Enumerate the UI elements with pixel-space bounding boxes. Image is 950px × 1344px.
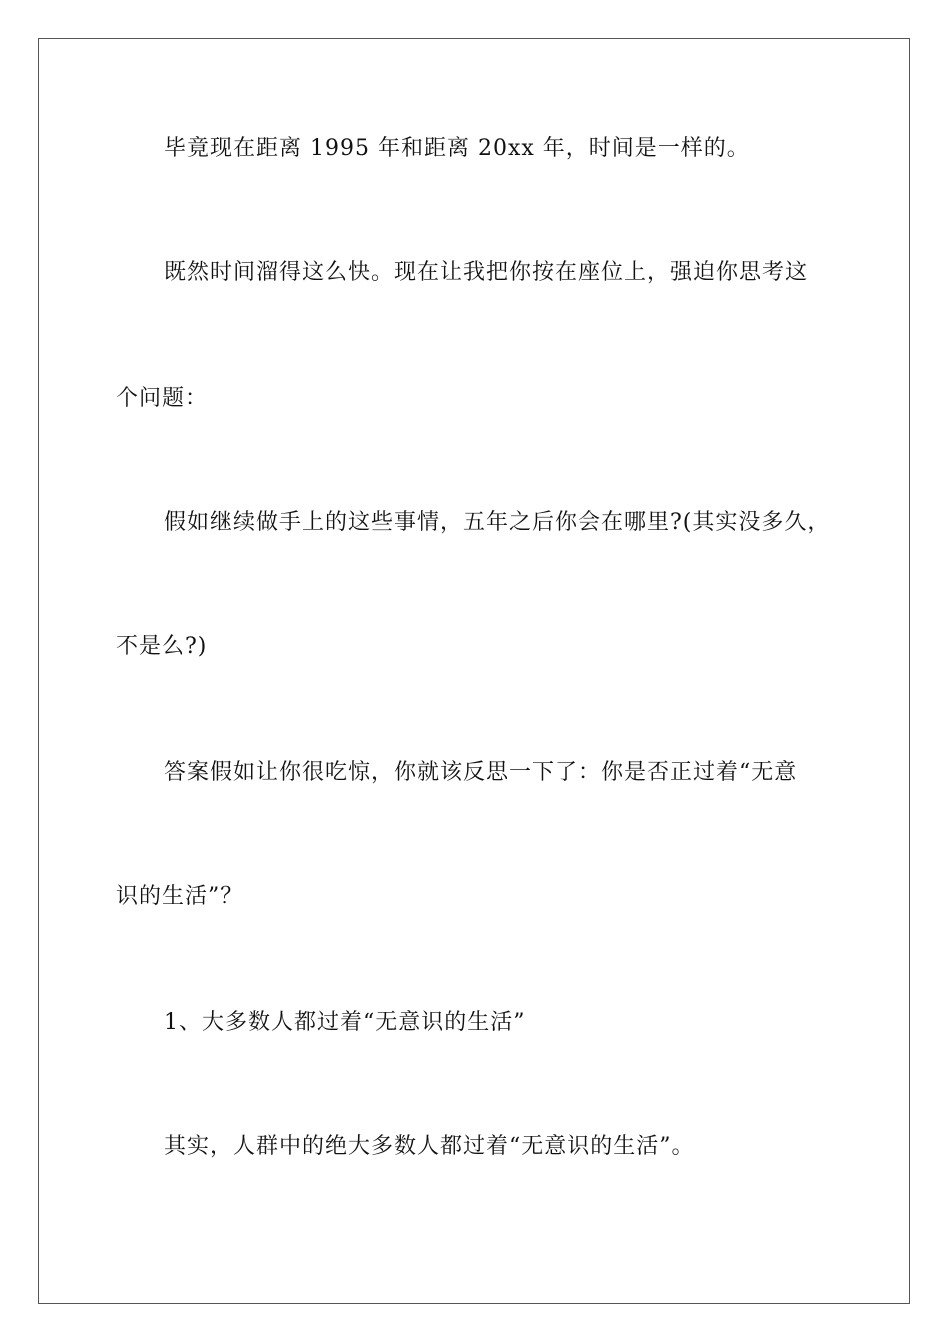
paragraph-line: 识的生活”？: [116, 884, 244, 909]
paragraph-line: 假如继续做手上的这些事情，五年之后你会在哪里?(其实没多久，: [164, 510, 831, 535]
paragraph-line: 其实，人群中的绝大多数人都过着“无意识的生活”。: [164, 1134, 695, 1159]
paragraph-line: 个问题：: [116, 386, 209, 411]
paragraph-line: 毕竟现在距离 1995 年和距离 20xx 年，时间是一样的。: [164, 136, 750, 161]
paragraph-line: 答案假如让你很吃惊，你就该反思一下了：你是否正过着“无意: [164, 760, 798, 785]
page-border: [38, 38, 910, 1304]
paragraph-line: 不是么?): [116, 634, 208, 659]
paragraph-line: 既然时间溜得这么快。现在让我把你按在座位上，强迫你思考这: [164, 260, 809, 285]
section-heading: 1、大多数人都过着“无意识的生活”: [164, 1010, 526, 1035]
